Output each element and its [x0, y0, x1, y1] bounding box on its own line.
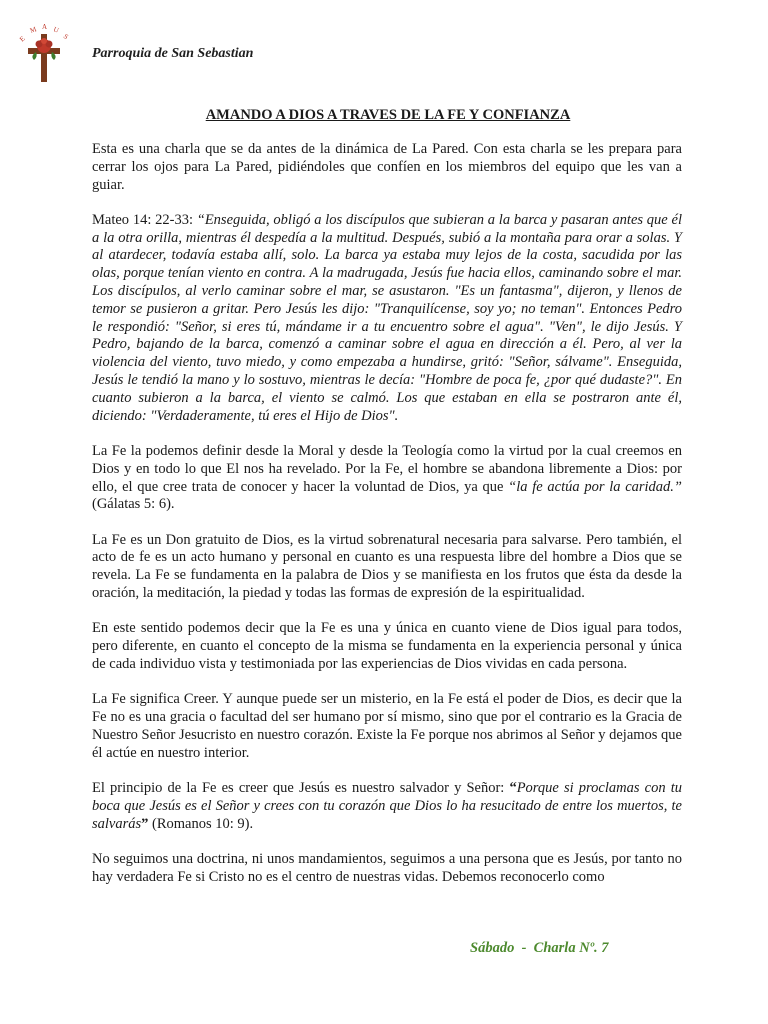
galatas-quote: “la fe actúa por la caridad.” [508, 478, 682, 495]
logo-letter: E [18, 34, 27, 44]
footer-talk-number: Charla Nº. 7 [533, 940, 609, 956]
paragraph-intro: Esta es una charla que se da antes de la dinámica de La Pared. Con esta charla se les prepara para cerrar los ojos para La Pared, pidiéndoles que confíen en los miembros del equipo que les van a guiar. [92, 141, 682, 193]
document-body [92, 141, 682, 904]
footer-separator: - [514, 940, 534, 956]
paragraph-unique-faith: En este sentido podemos decir que la Fe es una y única en cuanto viene de Dios igual para todos, pero diferente, en cuanto el concepto de la misma se fundamenta en la experiencia personal y única de cada individuo vista y testimoniada por las experiencias de Dios vividas en cada persona. [92, 620, 682, 672]
romanos-quote: Porque si proclamas con tu boca que Jesús es el Señor y crees con tu corazón que Dios lo ha resucitado de entre los muertos, te salvarás [92, 779, 682, 832]
quote-open-mark: “ [509, 779, 517, 796]
romanos-reference: (Romanos 10: 9). [148, 815, 254, 832]
logo-letter: S [61, 32, 70, 42]
paragraph-text: La Fe la podemos definir desde la Moral y desde la Teología como la virtud por la cual creemos en Dios y en todo lo que El nos ha revelado. Por la Fe, el hombre se abandona libremente a Dios: por ello, el que cree trata de conocer y hacer la voluntad de Dios, ya que [92, 442, 682, 495]
page-footer [470, 940, 609, 957]
paragraph-faith-definition [92, 443, 682, 514]
paragraph-gospel [92, 212, 682, 426]
parish-name: Parroquia de San Sebastian [92, 46, 254, 61]
footer-day: Sábado [470, 940, 515, 956]
gospel-quote: “Enseguida, obligó a los discípulos que subieran a la barca y pasaran antes que él a la otra orilla, mientras él despedía a la multitud. Después, subió a la montaña para orar a solas. Y al atardecer, todavía estaba allí, solo. La barca ya estaba muy lejos de la costa, sacudida por las olas, porque tenían viento en contra. A la madrugada, Jesús fue hacia ellos, caminando sobre el mar. Los discípulos, al verlo caminar sobre el mar, se asustaron. "Es un fantasma", dijeron, y llenos de temor se pusieron a gritar. Pero Jesús les dijo: "Tranquilícense, soy yo; no teman". Entonces Pedro le respondió: "Señor, si eres tú, mándame ir a tu encuentro sobre el agua". "Ven", le dijo Jesús. Y Pedro, bajando de la barca, comenzó a caminar sobre el agua en dirección a él. Pero, al ver la violencia del viento, tuvo miedo, y como empezaba a hundirse, gritó: "Señor, sálvame". Enseguida, Jesús le tendió la mano y lo sostuvo, mientras le decía: "Hombre de poca fe, ¿por qué dudaste?". En cuanto subieron a la barca, el viento se calmó. Los que estaban en ella se postraron ante él, diciendo: "Verdaderamente, tú eres el Hijo de Dios". [92, 211, 682, 424]
quote-close-mark: ” [141, 815, 149, 832]
gospel-reference: Mateo 14: 22-33: [92, 211, 197, 228]
paragraph-principle [92, 780, 682, 833]
logo-letter: A [42, 23, 48, 31]
paragraph-gift: La Fe es un Don gratuito de Dios, es la virtud sobrenatural necesaria para salvarse. Pero también, el acto de fe es un acto humano y personal en cuanto es una respuesta libre del hombre a Dios que se revela. La Fe se fundamenta en la palabra de Dios y se manifiesta en los frutos que ésta da desde la oración, la meditación, la piedad y todas las formas de expresión de la espiritualidad. [92, 531, 682, 602]
paragraph-text: El principio de la Fe es creer que Jesús es nuestro salvador y Señor: [92, 779, 510, 796]
logo-letter: U [52, 25, 60, 35]
logo-letter: M [28, 25, 38, 35]
emaus-cross-logo [14, 22, 76, 86]
document-title: AMANDO A DIOS A TRAVES DE LA FE Y CONFIANZA [205, 107, 571, 123]
galatas-reference: (Gálatas 5: 6). [92, 496, 175, 513]
paragraph-follow-jesus: No seguimos una doctrina, ni unos mandamientos, seguimos a una persona que es Jesús, por tanto no hay verdadera Fe si Cristo no es el centro de nuestras vidas. Debemos reconocerlo como [92, 850, 682, 885]
paragraph-believe: La Fe significa Creer. Y aunque puede ser un misterio, en la Fe está el poder de Dios, es decir que la Fe no es una gracia o facultad del ser humano por sí mismo, sino que por el contrario es la Gracia de Nuestro Señor Jesucristo en nuestro corazón. Existe la Fe porque nos abrimos al Señor y dejamos que él actúe en nuestro interior. [92, 691, 682, 761]
